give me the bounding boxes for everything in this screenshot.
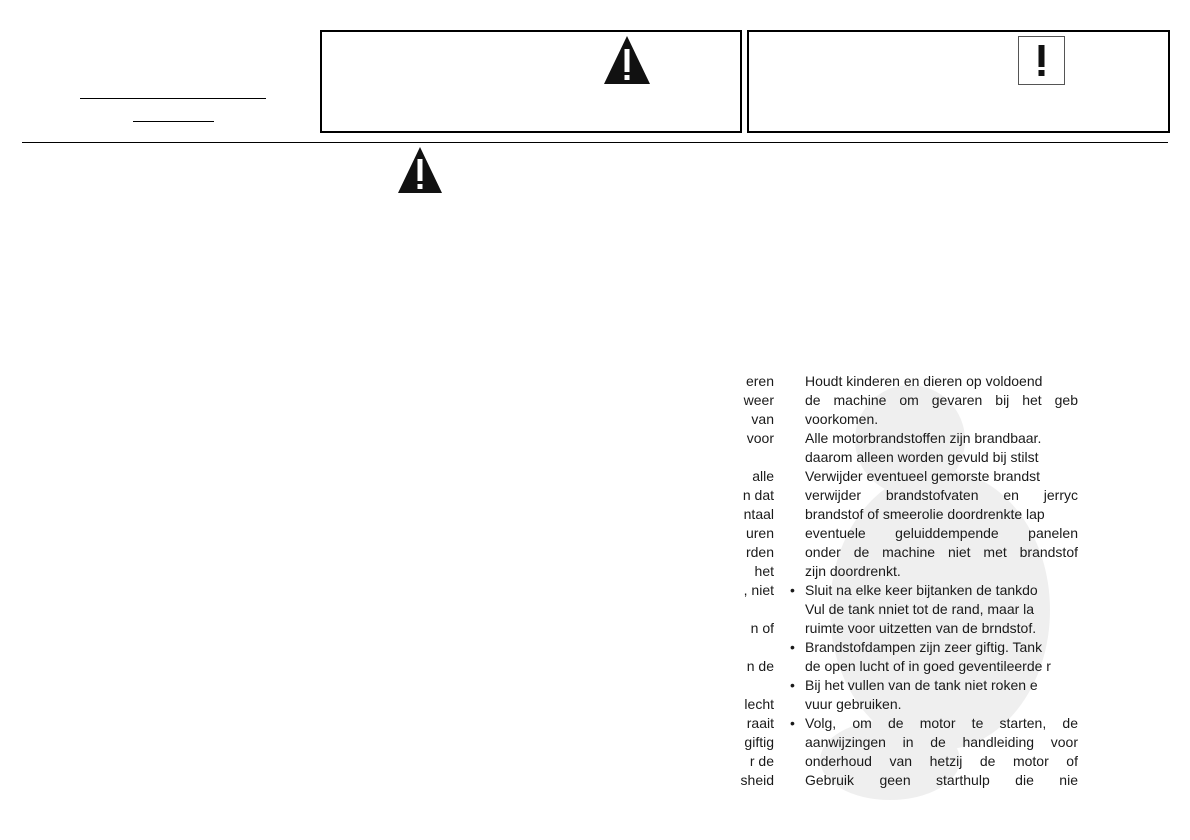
instruction-line (788, 391, 1078, 410)
section-divider (22, 142, 1168, 143)
fragment-line: alle (752, 468, 774, 484)
instruction-text: verwijder brandstofvaten en jerryc (805, 487, 1078, 503)
fragment-line: voor (746, 430, 774, 446)
instruction-line (788, 771, 1078, 790)
instruction-line (788, 714, 1078, 733)
instruction-text: Volg, om de motor te starten, de (805, 715, 1078, 731)
instruction-text: onderhoud van hetzij de motor of (805, 753, 1078, 769)
fragment-line: sheid (740, 772, 774, 788)
fragment-line (700, 448, 774, 467)
instruction-line (788, 600, 1078, 619)
instruction-text: ruimte voor uitzetten van de brndstof. (805, 620, 1037, 636)
bullet-marker: • (790, 639, 795, 655)
warning-triangle-icon (602, 34, 652, 86)
instruction-text: Sluit na elke keer bijtanken de tankdo (805, 582, 1038, 598)
fragment-line (700, 600, 774, 619)
fragment-line: n de (746, 658, 774, 674)
instruction-text: Houdt kinderen en dieren op voldoend (805, 373, 1043, 389)
instruction-line (788, 429, 1078, 448)
instruction-line (788, 543, 1078, 562)
instruction-line (788, 448, 1078, 467)
instruction-text: Gebruik geen starthulp die nie (805, 772, 1078, 788)
fragment-line: weer (743, 392, 774, 408)
instruction-text: daarom alleen worden gevuld bij stilst (805, 449, 1039, 465)
bullet-marker: • (790, 582, 795, 598)
instruction-line (788, 486, 1078, 505)
instruction-line (788, 524, 1078, 543)
fragment-line: rden (745, 544, 774, 560)
instruction-text: de open lucht of in goed geventileerde r (805, 658, 1051, 674)
instruction-text: Bij het vullen van de tank niet roken e (805, 677, 1038, 693)
instruction-line (788, 372, 1078, 391)
instruction-line (788, 562, 1078, 581)
bullet-marker: • (790, 677, 795, 693)
instruction-line (788, 505, 1078, 524)
fragment-line: het (754, 563, 774, 579)
header-rule-long (80, 98, 266, 99)
instruction-text: Alle motorbrandstoffen zijn brandbaar. (805, 430, 1042, 446)
fragment-line: n of (750, 620, 774, 636)
fragment-line: giftig (744, 734, 774, 750)
instruction-text: onder de machine niet met brandstof (805, 544, 1078, 560)
fragment-line: van (751, 411, 774, 427)
fragment-line: raait (746, 715, 774, 731)
fragment-line (700, 676, 774, 695)
instruction-line (788, 752, 1078, 771)
instruction-line (788, 676, 1078, 695)
instruction-text: de machine om gevaren bij het geb (805, 392, 1078, 408)
instruction-text: Verwijder eventueel gemorste brandst (805, 468, 1041, 484)
instruction-text: eventuele geluiddempende panelen (805, 525, 1078, 541)
instruction-line (788, 657, 1078, 676)
instruction-text: zijn doordrenkt. (805, 563, 901, 579)
warning-triangle-icon (396, 145, 444, 195)
instruction-line (788, 619, 1078, 638)
instruction-line (788, 695, 1078, 714)
fragment-line: , niet (743, 582, 774, 598)
fragment-line (700, 638, 774, 657)
warning-box-danger (320, 30, 742, 133)
instruction-text: Vul de tank nniet tot de rand, maar la (805, 601, 1035, 617)
safety-instructions-column (788, 372, 1078, 790)
instruction-line (788, 467, 1078, 486)
warning-box-caution (747, 30, 1170, 133)
instruction-text: voorkomen. (805, 411, 879, 427)
header-rule-short (133, 121, 214, 122)
fragment-line: r de (749, 753, 774, 769)
instruction-text: vuur gebruiken. (805, 696, 902, 712)
instruction-line (788, 733, 1078, 752)
instruction-text: brandstof of smeerolie doordrenkte lap (805, 506, 1045, 522)
exclamation-icon (1018, 36, 1065, 85)
left-column-fragments (700, 372, 774, 790)
instruction-text: aanwijzingen in de handleiding voor (805, 734, 1078, 750)
fragment-line: eren (745, 373, 774, 389)
fragment-line: ntaal (743, 506, 774, 522)
instruction-line (788, 638, 1078, 657)
fragment-line: n dat (742, 487, 774, 503)
fragment-line: uren (745, 525, 774, 541)
instruction-text: Brandstofdampen zijn zeer giftig. Tank (805, 639, 1043, 655)
fragment-line: lecht (744, 696, 774, 712)
instruction-line (788, 410, 1078, 429)
instruction-line (788, 581, 1078, 600)
bullet-marker: • (790, 715, 795, 731)
